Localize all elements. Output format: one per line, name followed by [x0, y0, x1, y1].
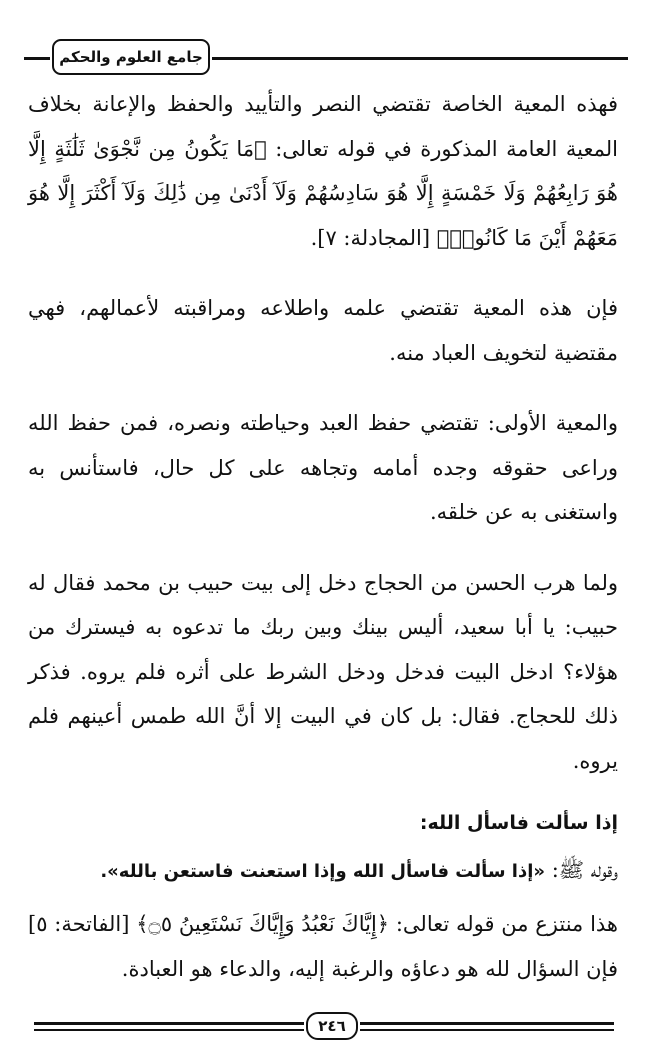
footer-rule-left — [34, 1022, 304, 1025]
paragraph-text: هذا منتزع من قوله تعالى: — [389, 912, 619, 936]
footer-rule-left-thin — [34, 1029, 304, 1031]
paragraph-fatiha — [28, 902, 618, 991]
paragraph-text-rest: [الفاتحة: ٥] فإن السؤال لله هو دعاؤه والرغبة إليه، والدعاء هو العبادة. — [28, 912, 618, 981]
hadith-text: «إذا سألت فاسأل الله وإذا استعنت فاستعن بالله». — [100, 860, 546, 882]
book-title: جامع العلوم والحكم — [52, 39, 210, 75]
running-header — [16, 30, 628, 80]
footer-rule-right — [360, 1022, 614, 1025]
paragraph-first-companionship: والمعية الأولى: تقتضي حفظ العبد وحياطته ونصره، فمن حفظ الله وراعى حقوقه وجده أمامه وتجاهه على كل حال، فاستأنس به واستغنى به عن خلقه. — [28, 411, 618, 524]
header-rule-right — [212, 57, 628, 60]
footer-rule-right-thin — [360, 1029, 614, 1031]
quran-verse-mujadila: ﴿مَا يَكُونُ مِن نَّجْوَىٰ ثَلَٰثَةٍ إِلَّا هُوَ رَابِعُهُمْ وَلَا خَمْسَةٍ إِلَّا هُوَ سَادِسُهُمْ وَلَآ أَدْنَىٰ مِن ذَٰلِكَ وَلَآ أَكْثَرَ إِلَّا هُوَ مَعَهُمْ أَيْنَ مَا كَانُوا۟﴾ — [28, 136, 618, 250]
page-footer — [34, 1012, 614, 1042]
quran-verse-fatiha: ﴿إِيَّاكَ نَعْبُدُ وَإِيَّاكَ نَسْتَعِينُ ۝٥﴾ — [136, 912, 390, 936]
hadith-prefix: وقوله ﷺ: — [545, 857, 618, 882]
header-rule-left — [24, 57, 50, 60]
page-number: ٢٤٦ — [306, 1012, 358, 1040]
verse-reference: [المجادلة: ٧]. — [310, 225, 437, 250]
paragraph-special-companionship — [28, 82, 618, 260]
page-body — [28, 82, 618, 991]
paragraph-text: فهذه المعية الخاصة تقتضي النصر والتأييد والحفظ والإعانة بخلاف المعية العامة المذكورة في قوله تعالى: — [28, 92, 618, 161]
section-heading: إذا سألت فاسأل الله: — [419, 812, 618, 834]
paragraph-general-companionship: فإن هذه المعية تقتضي علمه واطلاعه ومراقبته لأعمالهم، فهي مقتضية لتخويف العباد منه. — [28, 296, 618, 365]
paragraph-hasan-story: ولما هرب الحسن من الحجاج دخل إلى بيت حبيب بن محمد فقال له حبيب: يا أبا سعيد، أليس بينك وبين ربك ما تدعوه به فيسترك من هؤلاء؟ ادخل البيت فدخل ودخل الشرط على أثره فلم يروه. فذكر ذلك للحجاج. فقال: بل كان في البيت إلا أنَّ الله طمس أعينهم فلم يروه. — [28, 570, 618, 773]
paragraph-hadith — [28, 848, 618, 895]
